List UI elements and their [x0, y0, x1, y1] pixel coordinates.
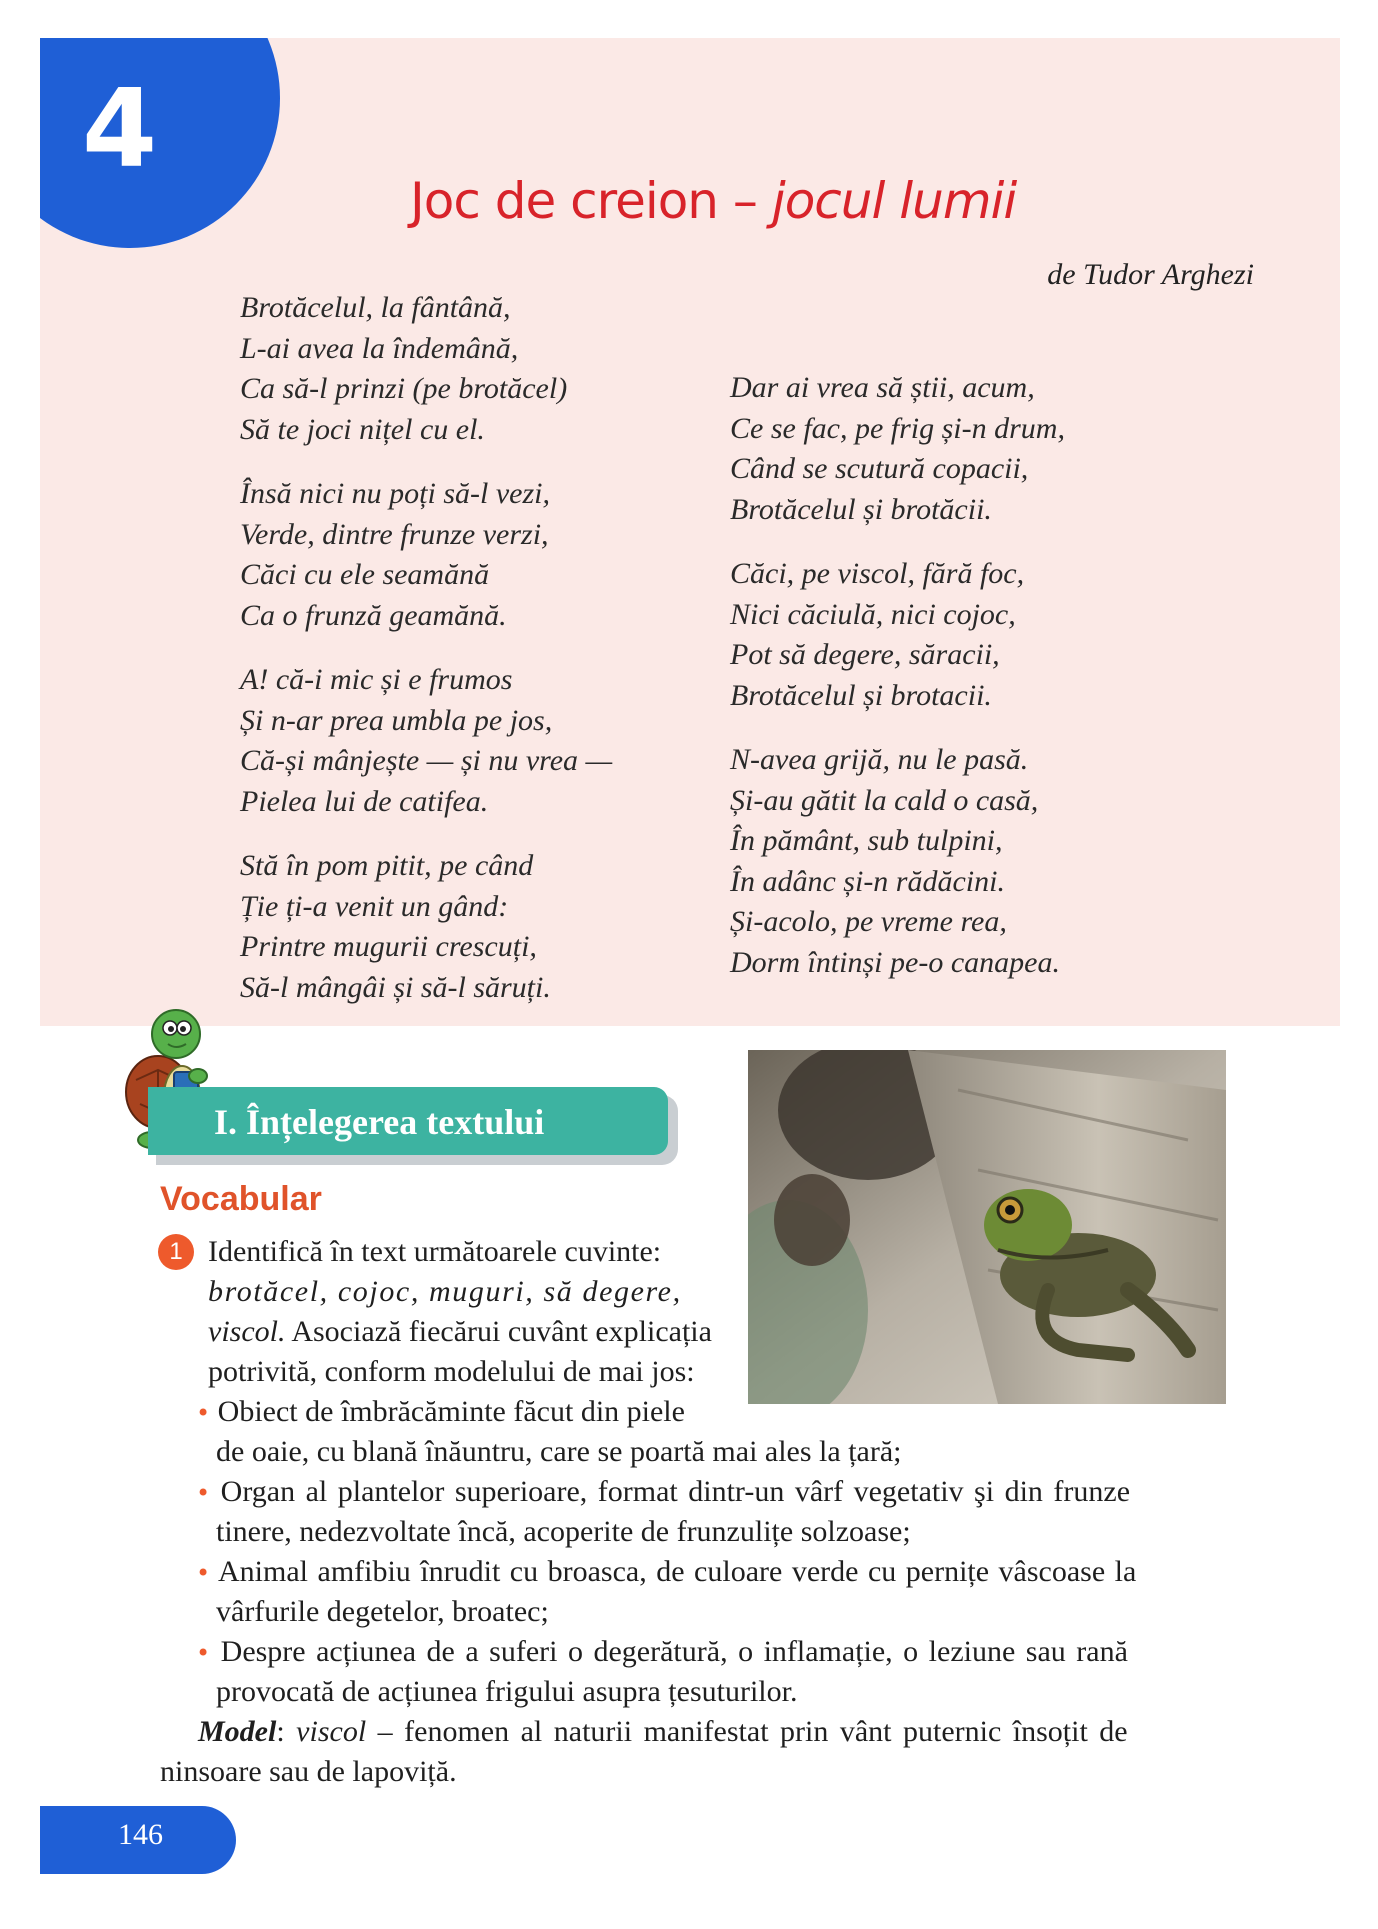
verse-line: Brotăcelul, la fântână, [240, 291, 511, 324]
verse-line: Pot să degere, săracii, [730, 638, 1000, 671]
section-header [148, 1087, 678, 1165]
verse-line: L-ai avea la îndemână, [240, 331, 519, 365]
stanza-left-2 [240, 474, 550, 636]
verse-line: Și-au gătit la cald o casă, [730, 783, 1039, 817]
bullet-item [196, 1552, 1136, 1593]
verse-line: Când se scutură copacii, [730, 452, 1029, 485]
verse-line: A! că-i mic și e frumos [240, 663, 513, 696]
verse-line: Căci cu ele seamănă [240, 558, 490, 591]
author-line: de Tudor Arghezi [1047, 258, 1254, 291]
verse-line: N-avea grijă, nu le pasă. [730, 743, 1029, 776]
model-word: viscol [296, 1715, 367, 1748]
verse-line: Printre mugurii crescuți, [240, 930, 537, 963]
model-line-cont: ninsoare sau de lapoviță. [160, 1755, 457, 1788]
chapter-number: 4 [82, 67, 158, 192]
verse-line: Dorm întinși pe-o canapea. [730, 945, 1060, 979]
stanza-right-1 [730, 368, 1065, 530]
verse-line: Să-l mângâi și să-l săruți. [240, 970, 551, 1004]
title-part2: jocul lumii [771, 172, 1017, 230]
bullet-item-cont: vârfurile degetelor, broatec; [216, 1595, 549, 1628]
exercise-line-1: Identifică în text următoarele cuvinte: [208, 1235, 662, 1268]
verse-line: Verde, dintre frunze verzi, [240, 517, 549, 551]
stanza-right-2 [730, 554, 1024, 716]
bullet-icon: • [196, 1399, 211, 1427]
section-title: I. Înțelegerea textului [214, 1102, 545, 1142]
verse-line: Ce se fac, pe frig și-n drum, [730, 411, 1065, 445]
stanza-right-3 [730, 740, 1060, 983]
page-number: 146 [118, 1818, 163, 1851]
verse-line: Să te joci nițel cu el. [240, 412, 485, 446]
exercise-line-3-rest: Asociază fiecărui cuvânt explicația [285, 1315, 712, 1348]
bullet-icon: • [196, 1479, 211, 1507]
exercise-line-2: brotăcel, cojoc, muguri, să degere, [208, 1275, 682, 1308]
bullet-item-cont: provocată de acțiunea frigului asupra țesuturilor. [216, 1675, 798, 1708]
bullet-item-cont: de oaie, cu blană înăuntru, care se poartă mai ales la țară; [216, 1435, 902, 1468]
bullet-item [196, 1632, 1128, 1673]
verse-line: Brotăcelul și brotăcii. [730, 492, 992, 526]
stanza-left-3 [240, 660, 612, 822]
verse-line: Și n-ar prea umbla pe jos, [240, 703, 553, 737]
bullet-text: Obiect de îmbrăcăminte făcut din piele [217, 1395, 685, 1428]
exercise-word-viscol: viscol. [208, 1315, 286, 1348]
exercise-line-3 [208, 1312, 712, 1352]
verse-line: Nici căciulă, nici cojoc, [730, 597, 1016, 631]
verse-line: În pământ, sub tulpini, [730, 824, 1003, 857]
bullet-text: Despre acțiunea de a suferi o degerătură, o inflamație, o leziune sau rană [220, 1635, 1128, 1668]
model-definition: – fenomen al naturii manifestat prin vânt puternic însoțit de [366, 1715, 1128, 1748]
bullet-text: Organ al plantelor superioare, format dintr-un vârf vegetativ şi din frunze [220, 1475, 1131, 1508]
bullet-item [196, 1392, 685, 1433]
bullet-item-cont: tinere, nedezvoltate încă, acoperite de frunzulițe solzoase; [216, 1515, 911, 1548]
verse-line: Pielea lui de catifea. [240, 784, 489, 818]
poem-title [410, 172, 1170, 230]
bullet-icon: • [196, 1559, 211, 1587]
bullet-icon: • [196, 1639, 211, 1667]
verse-line: În adânc și-n rădăcini. [730, 864, 1005, 898]
verse-line: Brotăcelul și brotacii. [730, 678, 992, 712]
stanza-left-1 [240, 288, 567, 450]
bullet-text: Animal amfibiu înrudit cu broasca, de culoare verde cu pernițe vâscoase la [218, 1555, 1137, 1588]
vocab-heading: Vocabular [160, 1180, 322, 1218]
exercise-line-4: potrivită, conform modelului de mai jos: [208, 1355, 695, 1388]
model-line: Model: viscol – fenomen al naturii manifestat prin vânt puternic însoțit de [198, 1715, 1128, 1748]
stanza-left-4 [240, 846, 551, 1008]
verse-line: Că-și mânjește — și nu vrea — [240, 744, 613, 777]
verse-line: Ție ți-a venit un gând: [240, 889, 509, 923]
bullet-item [196, 1472, 1130, 1513]
verse-line: Și-acolo, pe vreme rea, [730, 905, 1007, 938]
verse-line: Ca o frunză geamănă. [240, 598, 507, 632]
verse-line: Dar ai vrea să știi, acum, [730, 371, 1035, 404]
verse-line: Căci, pe viscol, fără foc, [730, 557, 1025, 590]
verse-line: Stă în pom pitit, pe când [240, 849, 534, 882]
model-label: Model [198, 1715, 277, 1748]
verse-line: Însă nici nu poți să-l vezi, [240, 477, 550, 510]
exercise-number-badge: 1 [158, 1234, 194, 1270]
verse-line: Ca să-l prinzi (pe brotăcel) [240, 372, 568, 405]
title-part1: Joc de creion – [410, 172, 772, 230]
frog-photo [748, 1050, 1226, 1404]
